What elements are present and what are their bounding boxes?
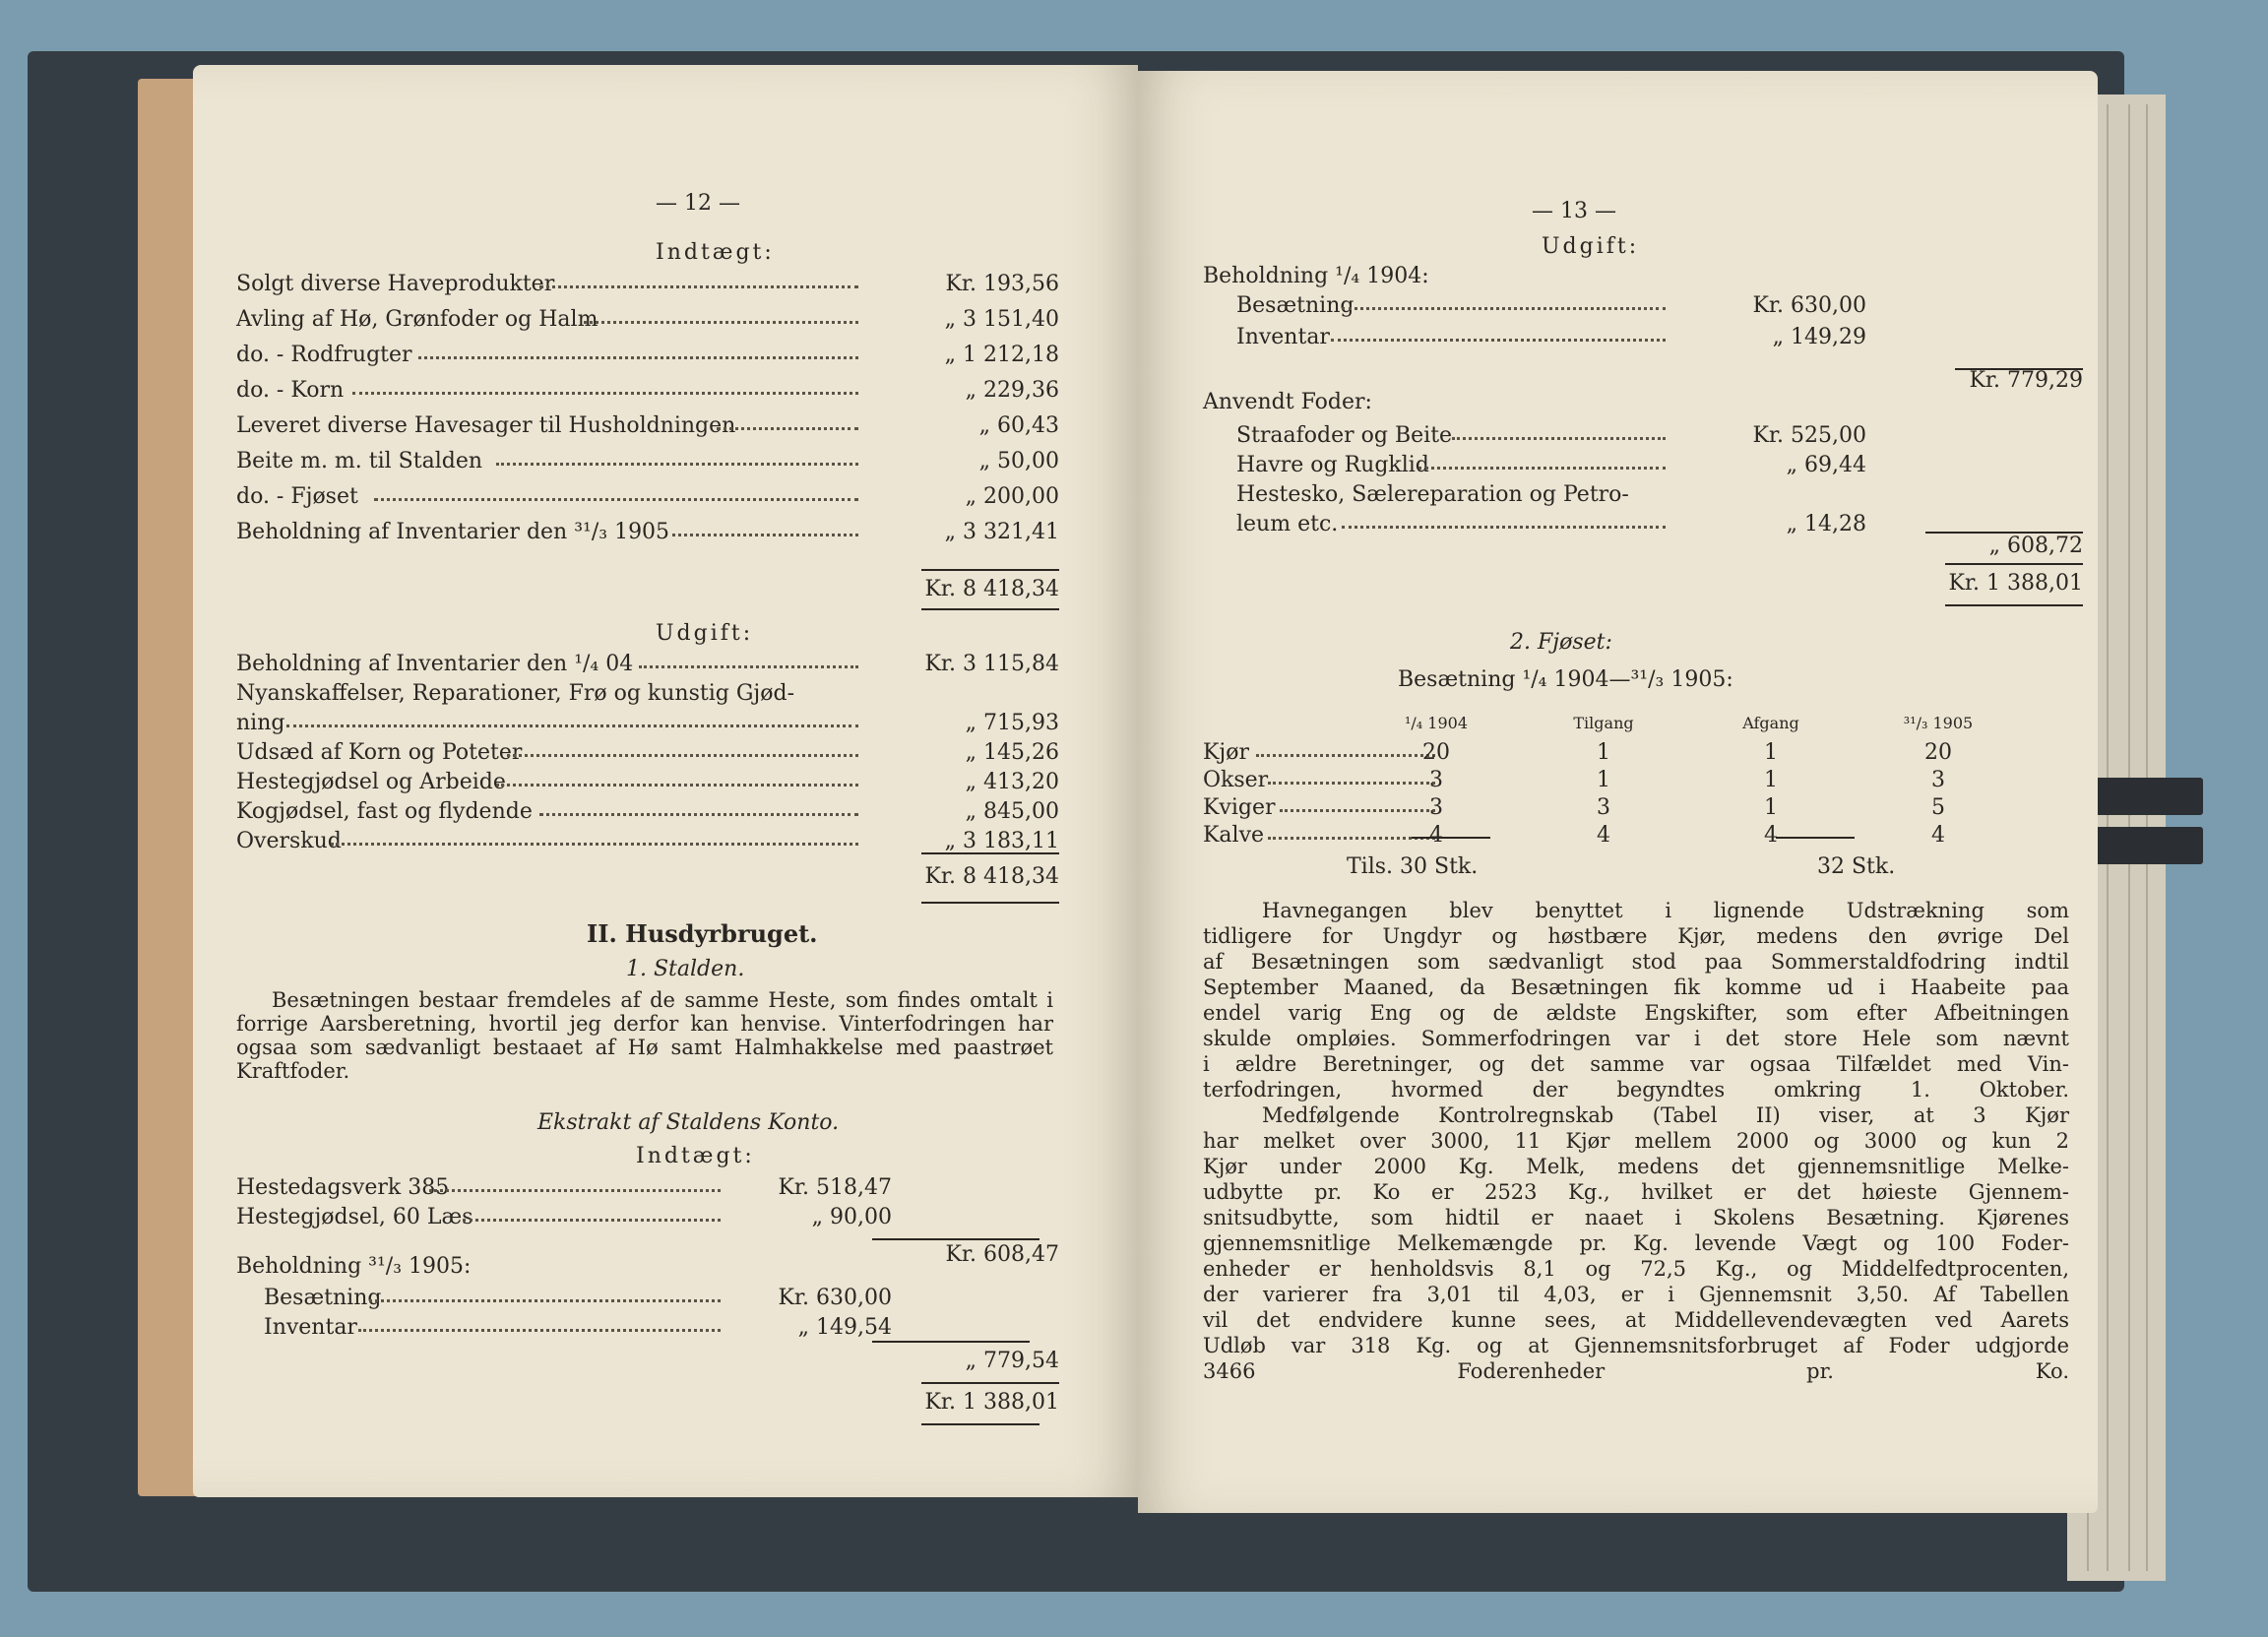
herd-cell: 20 bbox=[1924, 740, 1952, 765]
dot-leader bbox=[539, 811, 858, 816]
dot-leader bbox=[369, 1297, 721, 1302]
extract-label: Hestedagsverk 385 bbox=[236, 1175, 450, 1200]
herd-cell: 4 bbox=[1931, 823, 1945, 848]
page-number: — 13 — bbox=[1532, 199, 1616, 223]
paragraph-line: har melket over 3000, 11 Kjør mellem 2000 og 3000 og kun 2 bbox=[1203, 1129, 2069, 1153]
holding-amount: Kr. 630,00 bbox=[778, 1286, 892, 1310]
herd-column-header: ¹/₄ 1904 bbox=[1404, 714, 1469, 732]
feed-label: Straafoder og Beite bbox=[1236, 423, 1453, 448]
rule bbox=[921, 1382, 1059, 1384]
rule bbox=[921, 902, 1059, 904]
feed-subtotal: „ 608,72 bbox=[1988, 534, 2083, 558]
dot-leader bbox=[429, 1187, 721, 1192]
rule bbox=[1776, 837, 1855, 839]
section-title: II. Husdyrbruget. bbox=[587, 919, 818, 948]
paragraph-line: Medfølgende Kontrolregnskab (Tabel II) viser, at 3 Kjør bbox=[1262, 1103, 2069, 1127]
feed-label: leum etc. bbox=[1236, 512, 1339, 536]
right-page bbox=[1138, 71, 2098, 1513]
paragraph: Besætningen bestaar fremdeles af de samme Heste, som findes omtalt i forrige Aarsberetning, hvortil jeg derfor kan henvise. Vinterfodringen har ogsaa som sædvanligt bestaaet af Hø samt Halmhakkelse med paastrøet Kraftfoder. bbox=[236, 988, 1053, 1083]
holding-label: Inventar bbox=[1236, 325, 1330, 349]
herd-row-label: Kjør bbox=[1203, 740, 1250, 765]
herd-column-header: Afgang bbox=[1742, 714, 1799, 732]
expense-label: Hestegjødsel og Arbeide bbox=[236, 770, 506, 794]
dot-leader bbox=[463, 1217, 721, 1222]
left-page bbox=[193, 65, 1138, 1497]
dot-leader bbox=[331, 841, 858, 846]
holding-label: Beholdning ¹/₄ 1904: bbox=[1203, 264, 1429, 288]
feed-label: Havre og Rugklid bbox=[1236, 453, 1429, 477]
paragraph-line: af Besætningen som sædvanligt stod paa Sommerstaldfodring indtil bbox=[1203, 950, 2069, 974]
herd-row-label: Kviger bbox=[1203, 795, 1276, 820]
expense-heading: Udgift: bbox=[1542, 234, 1640, 259]
paragraph-line: skulde ompløies. Sommerfodringen var i det store Hele som nævnt bbox=[1203, 1027, 2069, 1050]
expense-amount: „ 145,26 bbox=[965, 740, 1059, 765]
paragraph-line: 3466 Foderenheder pr. Ko. bbox=[1203, 1359, 2069, 1383]
herd-cell: 4 bbox=[1764, 823, 1778, 848]
total: Kr. 1 388,01 bbox=[1948, 571, 2083, 596]
dot-leader bbox=[672, 532, 858, 536]
income-label: do. - Korn bbox=[236, 378, 345, 403]
expense-label: Beholdning af Inventarier den ¹/₄ 04 bbox=[236, 652, 634, 676]
expense-label: Kogjødsel, fast og flydende bbox=[236, 799, 533, 824]
dot-leader bbox=[374, 496, 858, 501]
expense-heading: Udgift: bbox=[656, 621, 754, 646]
herd-cell: 4 bbox=[1429, 823, 1443, 848]
income-amount: „ 3 151,40 bbox=[944, 307, 1059, 332]
paragraph-line: snitsudbytte, som hidtil er naaet i Skolens Besætning. Kjørenes bbox=[1203, 1206, 2069, 1229]
herd-cell: 1 bbox=[1764, 768, 1778, 792]
rule bbox=[921, 608, 1059, 610]
expense-label: ning bbox=[236, 711, 285, 735]
expense-label: Udsæd af Korn og Poteter bbox=[236, 740, 523, 765]
herd-total-end: 32 Stk. bbox=[1817, 854, 1896, 879]
herd-cell: 20 bbox=[1422, 740, 1450, 765]
expense-amount: „ 3 183,11 bbox=[944, 829, 1059, 853]
rule bbox=[921, 1423, 1040, 1425]
paragraph-line: gjennemsnitlige Melkemængde pr. Kg. levende Vægt og 100 Foder- bbox=[1203, 1231, 2069, 1255]
dot-leader bbox=[1452, 435, 1666, 440]
herd-title: Besætning ¹/₄ 1904—³¹/₃ 1905: bbox=[1398, 667, 1733, 692]
herd-cell: 3 bbox=[1429, 795, 1443, 820]
extract-total: Kr. 1 388,01 bbox=[924, 1390, 1059, 1415]
income-label: do. - Rodfrugter bbox=[236, 343, 412, 367]
expense-amount: Kr. 3 115,84 bbox=[924, 652, 1059, 676]
paragraph-line: der varierer fra 3,01 til 4,03, er i Gjennemsnit 3,50. Af Tabellen bbox=[1203, 1283, 2069, 1306]
herd-cell: 1 bbox=[1597, 740, 1610, 765]
holding-label: Besætning bbox=[264, 1286, 382, 1310]
feed-label: Hestesko, Sælereparation og Petro- bbox=[1236, 482, 1629, 507]
paragraph-line: terfodringen, hvormed der begyndtes omkring 1. Oktober. bbox=[1203, 1078, 2069, 1102]
dot-leader bbox=[639, 663, 858, 668]
income-amount: „ 229,36 bbox=[965, 378, 1059, 403]
paragraph-line: tidligere for Ungdyr og høstbære Kjør, medens den øvrige Del bbox=[1203, 924, 2069, 948]
holding-amount: Kr. 630,00 bbox=[1752, 293, 1866, 318]
dot-leader bbox=[717, 425, 858, 430]
expense-label: Overskud bbox=[236, 829, 342, 853]
income-amount: „ 50,00 bbox=[978, 449, 1059, 473]
income-amount: Kr. 193,56 bbox=[945, 272, 1059, 296]
dot-leader bbox=[496, 461, 858, 466]
paragraph-line: udbytte pr. Ko er 2523 Kg., hvilket er det høieste Gjennem- bbox=[1203, 1180, 2069, 1204]
herd-row-label: Kalve bbox=[1203, 823, 1265, 848]
income-amount: „ 60,43 bbox=[978, 413, 1059, 438]
rule bbox=[921, 852, 1059, 854]
extract-label: Hestegjødsel, 60 Læs bbox=[236, 1205, 473, 1229]
rule bbox=[921, 569, 1059, 571]
expense-total: Kr. 8 418,34 bbox=[924, 864, 1059, 889]
paragraph-line: i ældre Beretninger, og det samme var ogsaa Tilfældet med Vin- bbox=[1203, 1052, 2069, 1076]
feed-amount: „ 69,44 bbox=[1786, 453, 1866, 477]
paragraph-line: vil det endvidere kunne sees, at Middellevendevægten ved Aarets bbox=[1203, 1308, 2069, 1332]
holding-label: Besætning bbox=[1236, 293, 1354, 318]
holding-label: Beholdning ³¹/₃ 1905: bbox=[236, 1254, 472, 1279]
income-label: do. - Fjøset bbox=[236, 484, 358, 509]
dot-leader bbox=[1418, 465, 1666, 470]
herd-column-header: ³¹/₃ 1905 bbox=[1903, 714, 1974, 732]
expense-amount: „ 413,20 bbox=[965, 770, 1059, 794]
holding-subtotal: Kr. 779,29 bbox=[1969, 368, 2083, 393]
dot-leader bbox=[584, 319, 858, 324]
dot-leader bbox=[1342, 524, 1666, 529]
dot-leader bbox=[358, 1327, 721, 1332]
herd-cell: 3 bbox=[1597, 795, 1610, 820]
paragraph-line: Kjør under 2000 Kg. Melk, medens det gjennemsnitlige Melke- bbox=[1203, 1155, 2069, 1178]
expense-label: Nyanskaffelser, Reparationer, Frø og kunstig Gjød- bbox=[236, 681, 795, 706]
paragraph-line: endel varig Eng og de ældste Engskifter, som efter Afbeitningen bbox=[1203, 1001, 2069, 1025]
herd-cell: 1 bbox=[1764, 740, 1778, 765]
income-label: Beholdning af Inventarier den ³¹/₃ 1905 bbox=[236, 520, 670, 544]
holding-subtotal: „ 779,54 bbox=[965, 1349, 1059, 1373]
page-number: — 12 — bbox=[656, 191, 740, 216]
expense-amount: „ 845,00 bbox=[965, 799, 1059, 824]
herd-cell: 3 bbox=[1931, 768, 1945, 792]
dot-leader bbox=[418, 354, 858, 359]
income-total: Kr. 8 418,34 bbox=[924, 577, 1059, 601]
paragraph-line: September Maaned, da Besætningen fik komme ud i Haabeite paa bbox=[1203, 976, 2069, 999]
rule bbox=[1945, 604, 2083, 606]
herd-cell: 4 bbox=[1597, 823, 1610, 848]
rule bbox=[872, 1238, 1040, 1240]
holding-label: Inventar bbox=[264, 1315, 357, 1340]
income-amount: „ 3 321,41 bbox=[944, 520, 1059, 544]
feed-amount: Kr. 525,00 bbox=[1752, 423, 1866, 448]
dot-leader bbox=[286, 723, 858, 727]
dot-leader bbox=[507, 752, 858, 757]
rule bbox=[1412, 837, 1490, 839]
herd-cell: 3 bbox=[1429, 768, 1443, 792]
income-label: Leveret diverse Havesager til Husholdningen bbox=[236, 413, 736, 438]
herd-cell: 1 bbox=[1764, 795, 1778, 820]
income-label: Solgt diverse Haveprodukter bbox=[236, 272, 555, 296]
dot-leader bbox=[496, 782, 858, 787]
dot-leader bbox=[1342, 305, 1666, 310]
subsection-title: 2. Fjøset: bbox=[1510, 630, 1612, 655]
herd-cell: 1 bbox=[1597, 768, 1610, 792]
extract-subtotal: Kr. 608,47 bbox=[945, 1242, 1059, 1267]
extract-amount: „ 90,00 bbox=[811, 1205, 892, 1229]
income-amount: „ 200,00 bbox=[965, 484, 1059, 509]
herd-total-start: Tils. 30 Stk. bbox=[1347, 854, 1479, 879]
herd-column-header: Tilgang bbox=[1573, 714, 1634, 732]
extract-income-heading: Indtægt: bbox=[636, 1144, 755, 1168]
feed-amount: „ 14,28 bbox=[1786, 512, 1866, 536]
paragraph-line: enheder er henholdsvis 8,1 og 72,5 Kg., og Middelfedtprocenten, bbox=[1203, 1257, 2069, 1281]
dot-leader bbox=[1331, 337, 1666, 342]
dot-leader bbox=[539, 283, 858, 288]
income-heading: Indtægt: bbox=[656, 240, 775, 265]
extract-title: Ekstrakt af Staldens Konto. bbox=[537, 1110, 840, 1135]
rule bbox=[872, 1341, 1030, 1343]
income-label: Avling af Hø, Grønfoder og Halm bbox=[236, 307, 598, 332]
paragraph-line: Udløb var 318 Kg. og at Gjennemsnitsforbruget af Foder udgjorde bbox=[1203, 1334, 2069, 1357]
holding-amount: „ 149,54 bbox=[797, 1315, 892, 1340]
subsection-title: 1. Stalden. bbox=[626, 957, 745, 981]
herd-row-label: Okser bbox=[1203, 768, 1269, 792]
income-amount: „ 1 212,18 bbox=[944, 343, 1059, 367]
income-label: Beite m. m. til Stalden bbox=[236, 449, 483, 473]
expense-amount: „ 715,93 bbox=[965, 711, 1059, 735]
dot-leader bbox=[352, 390, 858, 395]
extract-amount: Kr. 518,47 bbox=[778, 1175, 892, 1200]
holding-amount: „ 149,29 bbox=[1772, 325, 1866, 349]
rule bbox=[1945, 563, 2083, 565]
feed-label: Anvendt Foder: bbox=[1203, 390, 1372, 414]
paragraph-line: Havnegangen blev benyttet i lignende Udstrækning som bbox=[1262, 899, 2069, 922]
herd-cell: 5 bbox=[1931, 795, 1945, 820]
